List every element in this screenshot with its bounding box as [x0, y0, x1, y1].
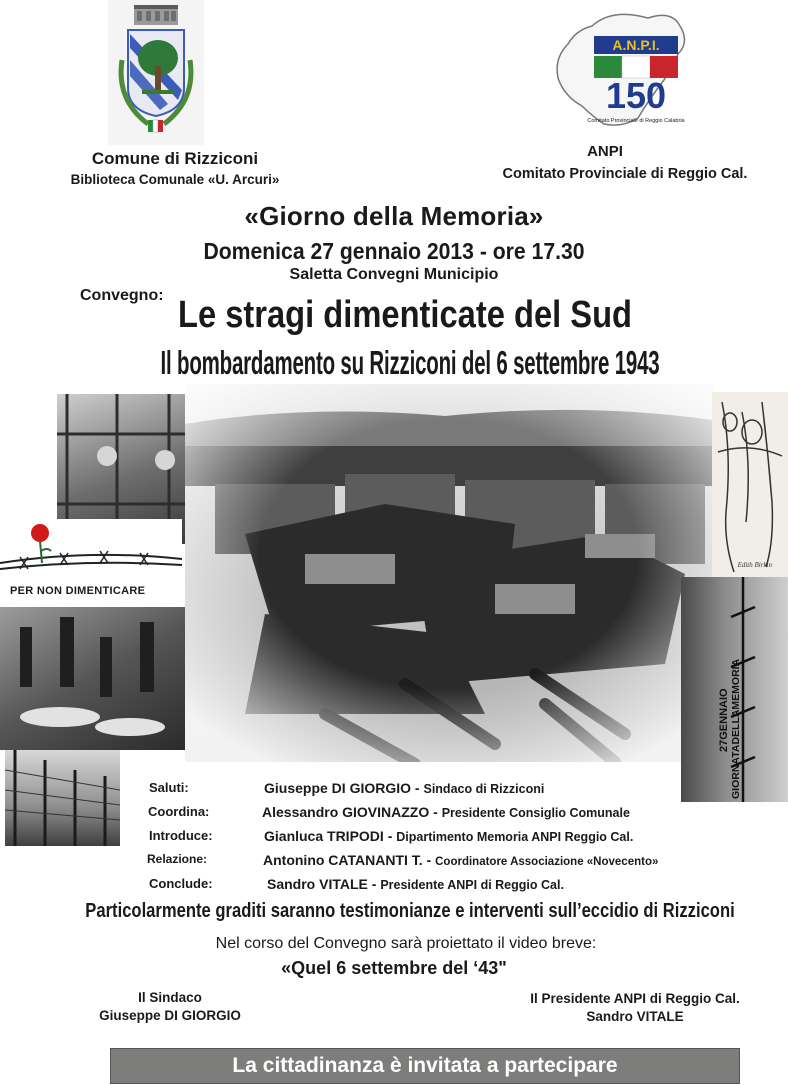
anpi-logo-text: A.N.P.I.	[612, 37, 660, 53]
program-person-name: Sandro VITALE	[267, 876, 368, 892]
biblioteca-name: Biblioteca Comunale «U. Arcuri»	[70, 172, 280, 187]
signature-presidente-name: Sandro VITALE	[586, 1009, 684, 1025]
anpi-name: ANPI	[587, 143, 623, 160]
program-person: Alessandro GIOVINAZZO - Presidente Consiglio Comunale	[262, 804, 630, 820]
anpi-logo-caption: Comitato Provinciale di Reggio Calabria	[587, 118, 685, 124]
comune-crest-logo	[108, 0, 204, 145]
photo-victims	[0, 607, 185, 750]
giornata-memoria-graphic	[681, 577, 788, 802]
program-person: Giuseppe DI GIORGIO - Sindaco di Rizziconi	[264, 780, 545, 796]
comune-name: Comune di Rizziconi	[91, 149, 259, 168]
photo-rizziconi-town	[185, 384, 713, 762]
testimonies-note: Particolarmente graditi saranno testimonianze e interventi sull’eccidio di Rizziconi	[85, 900, 735, 922]
program-role: Relazione:	[147, 852, 208, 866]
memoria-date-text: 27GENNAIO	[718, 688, 730, 752]
signature-presidente	[470, 990, 788, 1026]
event-date: Domenica 27 gennaio 2013 - ore 17.30	[203, 238, 585, 264]
badge-text: PER NON DIMENTICARE	[10, 585, 146, 597]
photo-camp-fence	[5, 750, 120, 846]
anpi-logo-number: 150	[605, 75, 667, 116]
video-intro: Nel corso del Convegno sarà proiettato il video breve:	[215, 935, 597, 952]
invitation-text: La cittadinanza è invitata a partecipare	[232, 1054, 618, 1077]
program-role: Introduce:	[149, 828, 213, 843]
program-role: Conclude:	[149, 876, 213, 891]
video-title: «Quel 6 settembre del ‘43"	[281, 958, 507, 978]
anpi-logo	[552, 8, 694, 132]
main-title: Le stragi dimenticate del Sud	[178, 294, 632, 336]
program-person-desc: Coordinatore Associazione «Novecento»	[435, 856, 659, 868]
program-person-desc: Dipartimento Memoria ANPI Reggio Cal.	[396, 830, 634, 844]
event-title: «Giorno della Memoria»	[244, 201, 544, 231]
program-role: Coordina:	[148, 804, 210, 819]
signature-sindaco	[60, 989, 280, 1025]
program-person: Gianluca TRIPODI - Dipartimento Memoria ANPI Reggio Cal.	[264, 828, 634, 844]
program-person: Sandro VITALE - Presidente ANPI di Reggio Cal.	[267, 876, 564, 892]
program-person-name: Giuseppe DI GIORGIO	[264, 780, 412, 796]
signature-sindaco-name: Giuseppe DI GIORGIO	[99, 1008, 241, 1024]
event-place: Saletta Convegni Municipio	[289, 266, 499, 283]
drawing-edith-birkin	[712, 392, 788, 577]
signature-presidente-role: Il Presidente ANPI di Reggio Cal.	[530, 991, 740, 1006]
program-person-desc: Presidente Consiglio Comunale	[441, 806, 630, 820]
program-person-desc: Sindaco di Rizziconi	[423, 782, 545, 796]
program-person-name: Alessandro GIOVINAZZO	[262, 804, 430, 820]
drawing-signature: Edith Birkin	[737, 561, 772, 569]
program-person-desc: Presidente ANPI di Reggio Cal.	[380, 878, 564, 892]
signature-sindaco-role: Il Sindaco	[138, 990, 202, 1005]
program-person-name: Gianluca TRIPODI	[264, 828, 384, 844]
subtitle: Il bombardamento su Rizziconi del 6 settembre 1943	[160, 344, 660, 381]
memoria-title-text: GIORNATADELLAMEMORIA	[730, 658, 742, 799]
invitation-banner	[110, 1048, 740, 1084]
program-person: Antonino CATANANTI T. - Coordinatore Associazione «Novecento»	[263, 852, 659, 868]
anpi-comitato: Comitato Provinciale di Reggio Cal.	[502, 166, 748, 182]
program-person-name: Antonino CATANANTI T.	[263, 852, 423, 868]
convegno-label: Convegno:	[80, 287, 164, 304]
program-role: Saluti:	[149, 780, 189, 795]
